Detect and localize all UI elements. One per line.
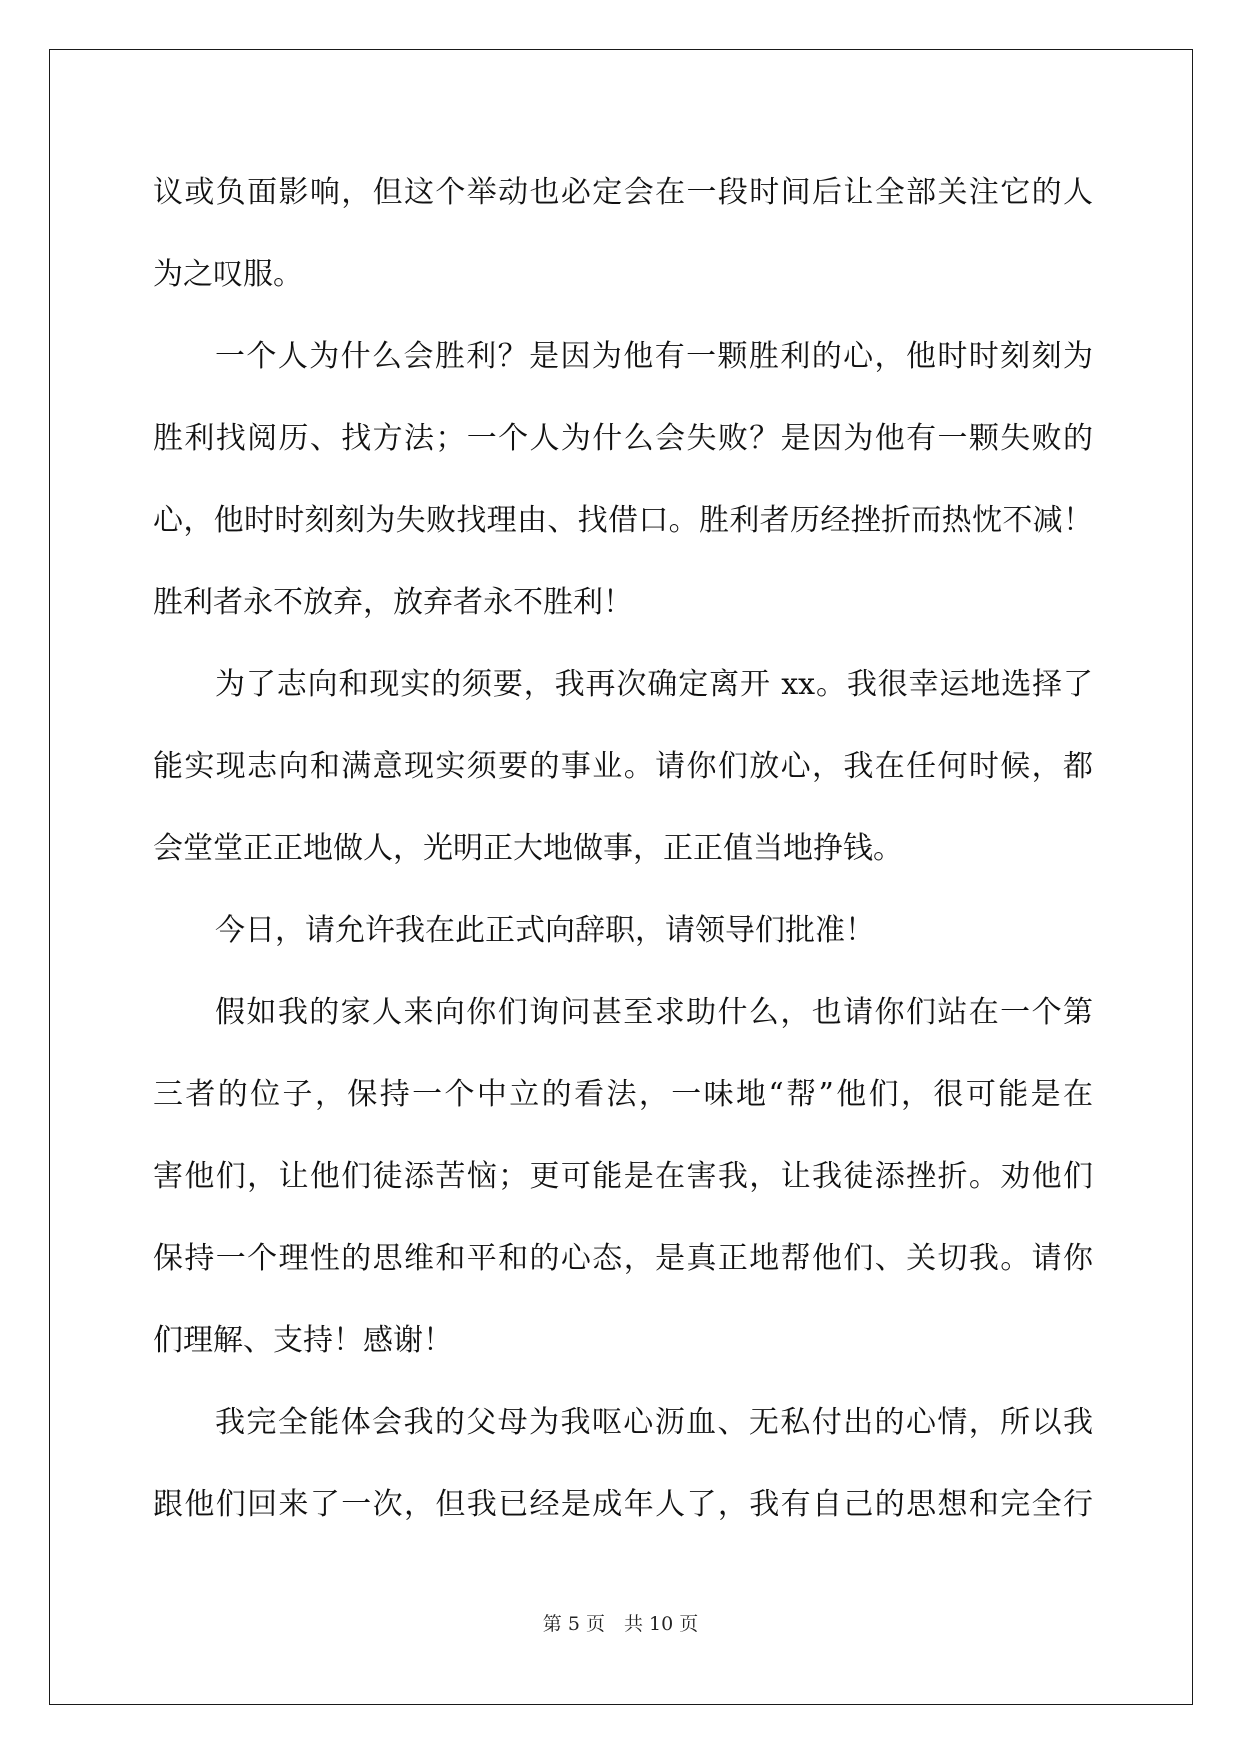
paragraph-first-line: 假如我的家人来向你们询问甚至求助什么，也请你们站在一个第 bbox=[215, 995, 1093, 1030]
text-line: 们理解、支持！感谢！ bbox=[153, 1323, 453, 1358]
text-line: 心，他时时刻刻为失败找理由、找借口。胜利者历经挫折而热忱不减！ bbox=[153, 503, 1093, 538]
text-line: 胜利找阅历、找方法；一个人为什么会失败？是因为他有一颗失败的 bbox=[153, 421, 1093, 456]
paragraph-first-line: 今日，请允许我在此正式向辞职，请领导们批准！ bbox=[215, 913, 875, 948]
text-line: 为之叹服。 bbox=[153, 257, 303, 292]
paragraph-first-line: 为了志向和现实的须要，我再次确定离开 xx。我很幸运地选择了 bbox=[215, 667, 1093, 702]
text-line: 害他们，让他们徒添苦恼；更可能是在害我，让我徒添挫折。劝他们 bbox=[153, 1159, 1093, 1194]
text-line: 跟他们回来了一次，但我已经是成年人了，我有自己的思想和完全行 bbox=[153, 1487, 1093, 1522]
text-line: 能实现志向和满意现实须要的事业。请你们放心，我在任何时候，都 bbox=[153, 749, 1093, 784]
text-line: 保持一个理性的思维和平和的心态，是真正地帮他们、关切我。请你 bbox=[153, 1241, 1093, 1276]
text-line: 三者的位子，保持一个中立的看法，一味地“帮”他们，很可能是在 bbox=[153, 1077, 1093, 1112]
paragraph-first-line: 我完全能体会我的父母为我呕心沥血、无私付出的心情，所以我 bbox=[215, 1405, 1093, 1440]
text-line: 胜利者永不放弃，放弃者永不胜利！ bbox=[153, 585, 633, 620]
paragraph-first-line: 一个人为什么会胜利？是因为他有一颗胜利的心，他时时刻刻为 bbox=[215, 339, 1093, 374]
page-number: 第 5 页 共 10 页 bbox=[542, 1613, 699, 1635]
text-line: 议或负面影响，但这个举动也必定会在一段时间后让全部关注它的人 bbox=[153, 175, 1093, 210]
text-line: 会堂堂正正地做人，光明正大地做事，正正值当地挣钱。 bbox=[153, 831, 903, 866]
